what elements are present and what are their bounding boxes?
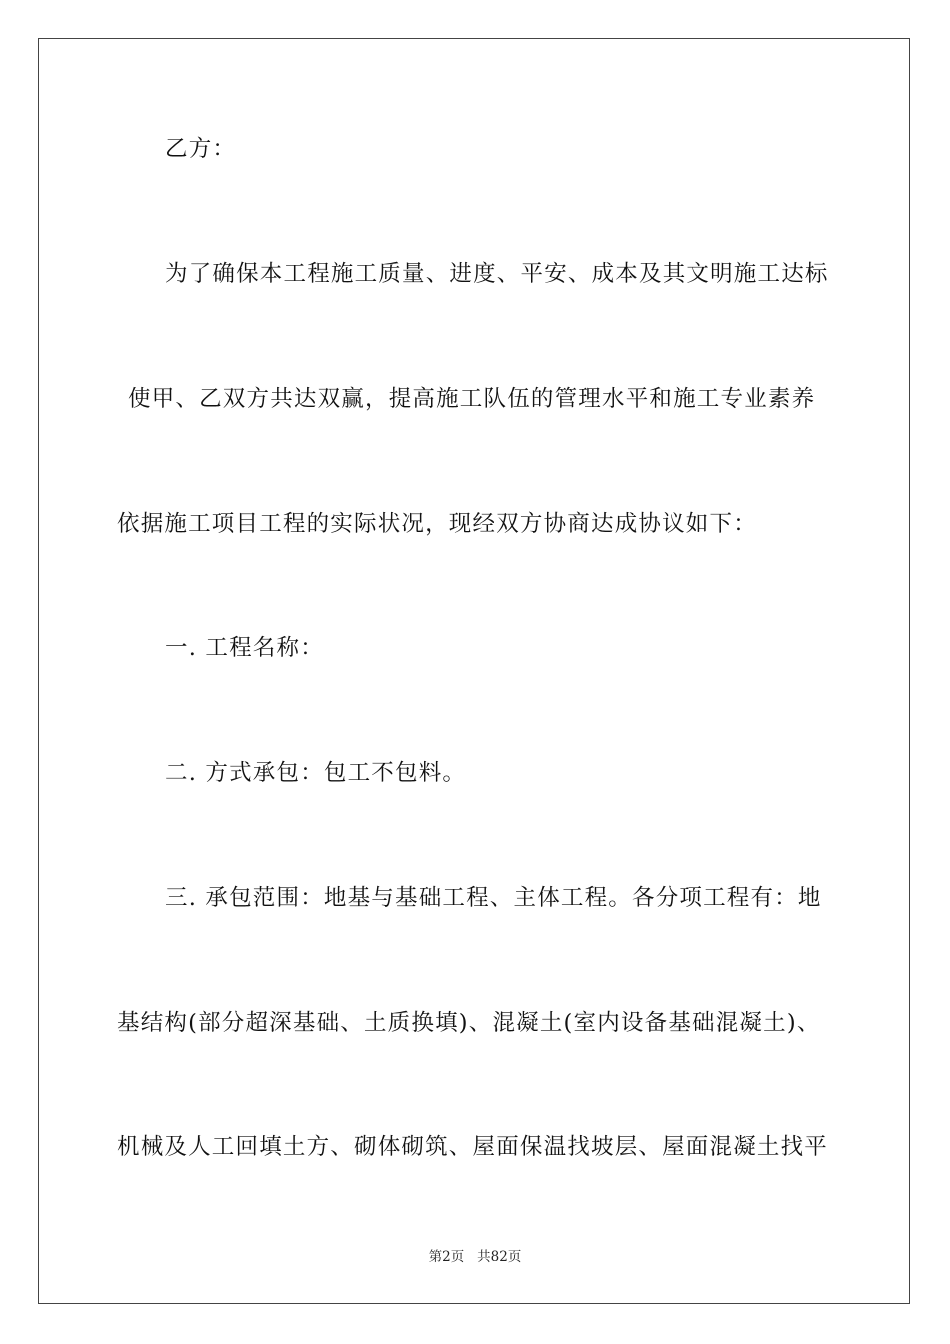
page-total: 共82页 (477, 1249, 522, 1265)
page-number: 第2页 (428, 1249, 465, 1265)
body-text-line: 依据施工项目工程的实际状况，现经双方协商达成协议如下： (117, 511, 757, 537)
clause-contract-method: 二. 方式承包：包工不包料。 (165, 760, 467, 786)
body-text-line: 为了确保本工程施工质量、进度、平安、成本及其文明施工达标 (165, 261, 829, 287)
clause-project-name: 一. 工程名称： (165, 635, 324, 661)
body-text-line: 基结构(部分超深基础、土质换填)、混凝土(室内设备基础混凝土)、 (117, 1010, 821, 1036)
page-footer (0, 1248, 950, 1266)
clause-contract-scope: 三. 承包范围：地基与基础工程、主体工程。各分项工程有：地 (165, 885, 822, 911)
body-text-line: 使甲、乙双方共达双赢，提高施工队伍的管理水平和施工专业素养 (128, 386, 816, 412)
page-border (38, 38, 910, 1304)
body-text-line: 机械及人工回填土方、砌体砌筑、屋面保温找坡层、屋面混凝土找平 (117, 1134, 829, 1160)
party-b-line: 乙方： (165, 136, 237, 162)
